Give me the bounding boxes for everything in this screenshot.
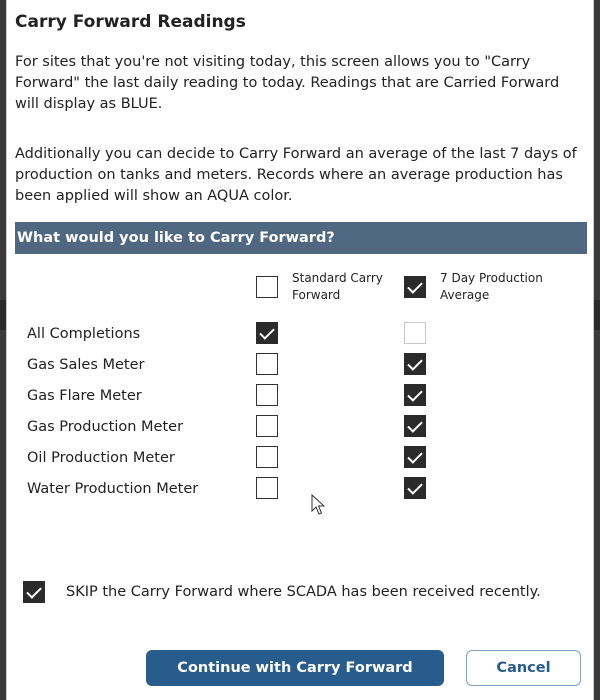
average-checkbox[interactable] xyxy=(404,322,426,344)
row-label: Gas Sales Meter xyxy=(27,357,145,373)
average-checkbox[interactable] xyxy=(404,415,426,437)
average-checkbox[interactable] xyxy=(404,446,426,468)
average-checkbox[interactable] xyxy=(404,477,426,499)
row-oil-production-meter xyxy=(7,446,595,477)
row-label: Gas Production Meter xyxy=(27,419,184,435)
column-label-average: 7 Day Production Average xyxy=(440,271,543,302)
cancel-button[interactable]: Cancel xyxy=(466,650,581,686)
standard-checkbox[interactable] xyxy=(256,415,278,437)
standard-checkbox[interactable] xyxy=(256,384,278,406)
column-label-standard: Standard Carry Forward xyxy=(292,271,383,302)
standard-select-all-checkbox[interactable] xyxy=(256,276,278,298)
row-all-completions xyxy=(7,322,595,353)
column-header-standard xyxy=(256,270,402,304)
row-label: All Completions xyxy=(27,326,141,342)
skip-scada-checkbox[interactable] xyxy=(23,581,45,603)
row-gas-sales-meter xyxy=(7,353,595,384)
standard-checkbox[interactable] xyxy=(256,446,278,468)
standard-checkbox[interactable] xyxy=(256,477,278,499)
average-checkbox[interactable] xyxy=(404,353,426,375)
average-checkbox[interactable] xyxy=(404,384,426,406)
standard-checkbox[interactable] xyxy=(256,353,278,375)
description-average: Additionally you can decide to Carry Forward an average of the last 7 days of production on tanks and meters. Records where an average production has been applied will show an AQUA color. xyxy=(15,146,577,204)
row-gas-production-meter xyxy=(7,415,595,446)
dialog-title: Carry Forward Readings xyxy=(15,12,246,32)
average-select-all-checkbox[interactable] xyxy=(404,276,426,298)
row-label: Oil Production Meter xyxy=(27,450,175,466)
description-carry-forward: For sites that you're not visiting today, this screen allows you to "Carry Forward" the last daily reading to today. Readings that are Carried Forward will display as BLUE. xyxy=(15,54,560,112)
mouse-cursor-icon xyxy=(311,494,325,516)
skip-scada-label: SKIP the Carry Forward where SCADA has been received recently. xyxy=(66,584,541,600)
carry-forward-dialog xyxy=(6,0,594,700)
row-gas-flare-meter xyxy=(7,384,595,415)
section-header: What would you like to Carry Forward? xyxy=(15,222,587,254)
continue-carry-forward-button[interactable]: Continue with Carry Forward xyxy=(146,650,444,686)
skip-scada-option xyxy=(23,581,541,603)
row-label: Gas Flare Meter xyxy=(27,388,142,404)
row-water-production-meter xyxy=(7,477,595,508)
column-header-average xyxy=(404,270,550,304)
row-label: Water Production Meter xyxy=(27,481,199,497)
standard-checkbox[interactable] xyxy=(256,322,278,344)
